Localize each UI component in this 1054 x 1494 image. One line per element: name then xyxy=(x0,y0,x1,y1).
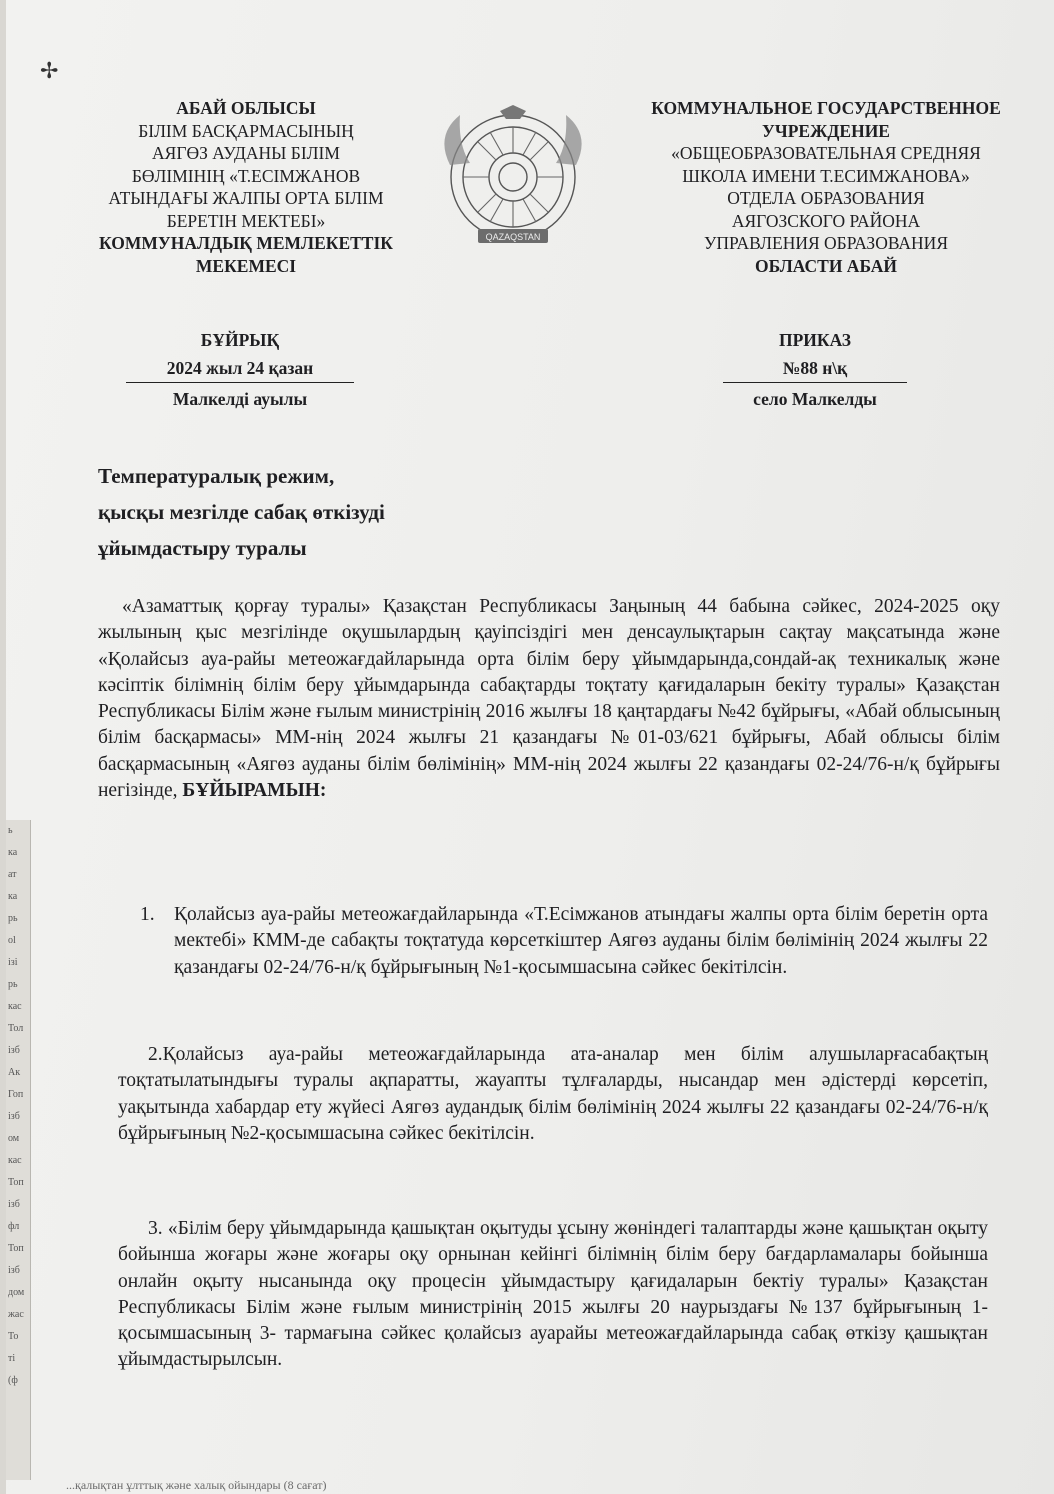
doc-place: село Малкелды xyxy=(723,382,907,413)
underlying-fragment: рь xyxy=(8,913,18,924)
header-left-line: МЕКЕМЕСІ xyxy=(195,255,297,276)
underlying-fragment: дом xyxy=(8,1287,25,1298)
underlying-fragment: рь xyxy=(8,979,18,990)
underlying-fragment: кас xyxy=(8,1001,22,1012)
underlying-fragment: ізб xyxy=(8,1265,20,1276)
header-right-line: ШКОЛА ИМЕНИ Т.ЕСИМЖАНОВА» xyxy=(682,165,970,186)
underlying-fragment: ат xyxy=(8,869,17,880)
underlying-fragment: ізб xyxy=(8,1111,20,1122)
underlying-fragment: Топ xyxy=(8,1177,24,1188)
header-right-line: УПРАВЛЕНИЯ ОБРАЗОВАНИЯ xyxy=(704,233,948,253)
intro-emphasis: БҰЙЫРАМЫН: xyxy=(182,780,327,802)
doc-date: 2024 жыл 24 қазан xyxy=(166,358,314,378)
underlying-page-text: ...қалықтан ұлттық және халық ойындары (8 сағат) xyxy=(66,1478,327,1492)
order-item-3: 3. «Білім беру ұйымдарында қашықтан оқытуды ұсыну жөніндегі талаптарды және қашықтан оқыту бойынша жоғары және жоғары оқу орнынан кейінгі білімнің білім беру бағдарламалары бойынша онлайн оқыту нысанында оқу процесін ұйымдастыру қағидаларын бектіу туралы» Қазақстан Республикасы Білім және ғылым министрінің 2015 жылғы 20 наурыздағы №137 бұйрығының 1-қосымшасының 3- тармағына сәйкес қолайсыз ауарайы метеожағдайларында сабақ өткізу қашықтан ұйымдастырылсын. xyxy=(118,1218,988,1371)
underlying-fragment: ка xyxy=(8,891,18,902)
header-right-line: АЯГОЗСКОГО РАЙОНА xyxy=(731,210,921,231)
underlying-fragment: Ак xyxy=(8,1067,21,1078)
title-line: ұйымдастыру туралы xyxy=(98,536,307,560)
doc-number: №88 н\қ xyxy=(782,358,848,378)
header-right-line: ОБЛАСТИ АБАЙ xyxy=(754,255,898,276)
header-left-line: АТЫНДАҒЫ ЖАЛПЫ ОРТА БІЛІМ xyxy=(108,188,384,208)
underlying-fragment: ol xyxy=(8,935,16,946)
order-title xyxy=(98,458,558,566)
intro-paragraph xyxy=(98,594,1000,804)
order-item-2: 2.Қолайсыз ауа-райы метеожағдайларында ата-аналар мен білім алушыларғасабақтың тоқтатылатындығы туралы ақпаратты, жауапты тұлғаларды, нысандар мен әдістерді көрсетіп, уақытында хабардар ету жүйесі Аягөз аудандық білім бөлімінің 2024 жылғы 22 қазандағы 02-24/76-н/қ бұйрығының №2-қосымшасына сәйкес бекітілсін. xyxy=(118,1044,988,1144)
doc-type: БҰЙРЫҚ xyxy=(200,330,280,350)
intro-text: «Азаматтық қорғау туралы» Қазақстан Республикасы Заңының 44 бабына сәйкес, 2024-2025 оқу жылының қыс мезгілінде оқушылардың қауіпсіздігі мен денсаулықтарын сақтау мақсатында және «Қолайсыз ауа-райы метеожағдайларында орта білім беру ұйымдарында,сондай-ақ техникалық және кәсіптік білімнің білім беру ұйымдарында сабақтарды тоқтату қағидаларын бекіту туралы» Қазақстан Республикасы Білім және ғылым министрінің 2016 жылғы 18 қаңтардағы №42 бұйрығы, «Абай облысының білім басқармасы» ММ-нің 2024 жылғы 21 қазандағы №01-03/621 бұйрығы, Абай облысы білім басқармасының «Аягөз ауданы білім бөлімінің» ММ-нің 2024 жылғы 22 қазандағы 02-24/76-н/қ бұйрығы негізінде, xyxy=(98,596,1000,802)
underlying-fragment: ка xyxy=(8,847,18,858)
header-right-line: КОММУНАЛЬНОЕ ГОСУДАРСТВЕННОЕ xyxy=(651,98,1001,118)
underlying-fragment: ом xyxy=(8,1133,20,1144)
title-line: қысқы мезгілде сабақ өткізуді xyxy=(98,500,385,524)
item-text: Қолайсыз ауа-райы метеожағдайларында «Т.Есімжанов атындағы жалпы орта білім беретін орта мектебі» КММ-де сабақты тоқтатуда көрсеткіштер Аягөз ауданы білім бөлімінің 2024 жылғы 22 қазандағы 02-24/76-н/қ бұйрығының №1-қосымшасына сәйкес бекітілсін. xyxy=(174,904,988,978)
item-number: 1. xyxy=(140,904,155,925)
header-left-line: АБАЙ ОБЛЫСЫ xyxy=(176,98,316,118)
underlying-fragment: ізб xyxy=(8,1199,20,1210)
underlying-fragment: То xyxy=(8,1331,19,1342)
header-russian xyxy=(616,97,1036,277)
underlying-fragment: Топ xyxy=(8,1243,24,1254)
underlying-fragment: Тол xyxy=(8,1023,24,1034)
header-left-line: КОММУНАЛДЫҚ МЕМЛЕКЕТТІК xyxy=(99,233,393,253)
order-item-1 xyxy=(118,902,988,981)
underlying-page-edge xyxy=(6,820,31,1480)
pen-mark: ✢ xyxy=(40,58,59,83)
header-left-line: АЯГӨЗ АУДАНЫ БІЛІМ xyxy=(152,143,340,163)
header-left-line: БІЛІМ БАСҚАРМАСЫНЫҢ xyxy=(138,120,354,141)
underlying-fragment: кас xyxy=(8,1155,22,1166)
document-page xyxy=(6,0,1054,1494)
emblem-label: QAZAQSTAN xyxy=(485,232,541,242)
title-line: Температуралық режим, xyxy=(98,464,335,488)
header-left-line: БЕРЕТІН МЕКТЕБІ» xyxy=(166,210,326,231)
header-right-line: УЧРЕЖДЕНИЕ xyxy=(762,120,890,141)
state-emblem-icon xyxy=(430,105,596,255)
header-right-line: «ОБЩЕОБРАЗОВАТЕЛЬНАЯ СРЕДНЯЯ xyxy=(671,143,981,163)
underlying-fragment: ті xyxy=(8,1353,16,1364)
header-kazakh xyxy=(66,97,426,277)
doc-type: ПРИКАЗ xyxy=(778,330,852,350)
header-left-line: БӨЛІМІНІҢ «Т.ЕСІМЖАНОВ xyxy=(131,165,361,186)
order-block-kazakh xyxy=(90,326,390,413)
header-right-line: ОТДЕЛА ОБРАЗОВАНИЯ xyxy=(727,188,925,208)
doc-place: Малкелді ауылы xyxy=(126,382,354,413)
underlying-fragment: ь xyxy=(8,825,13,836)
underlying-fragment: фл xyxy=(8,1221,20,1232)
underlying-fragment: ізі xyxy=(8,957,18,968)
underlying-fragment: жас xyxy=(8,1309,24,1320)
underlying-fragment: ізб xyxy=(8,1045,20,1056)
underlying-fragment: (ф xyxy=(8,1375,18,1386)
underlying-fragment: Гоп xyxy=(8,1089,24,1100)
order-block-russian xyxy=(690,326,940,413)
